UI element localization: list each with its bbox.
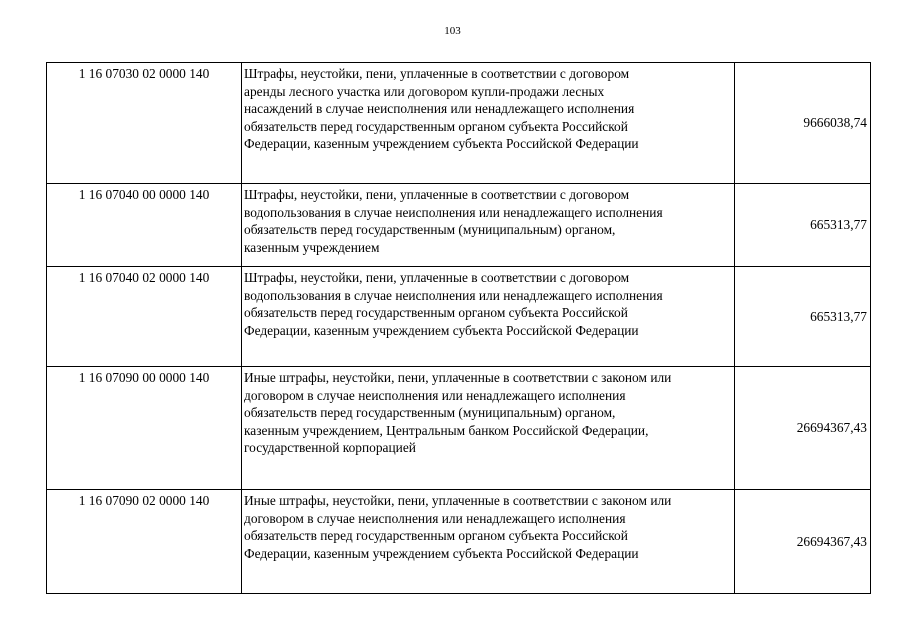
description-cell bbox=[242, 63, 735, 184]
amount-cell: 26694367,43 bbox=[735, 490, 871, 594]
table-row bbox=[47, 490, 871, 594]
description-cell bbox=[242, 490, 735, 594]
description-line: Штрафы, неустойки, пени, уплаченные в соответствии с договором bbox=[244, 270, 630, 285]
description-line: обязательств перед государственным органом субъекта Российской bbox=[244, 528, 628, 543]
amount-cell: 665313,77 bbox=[735, 184, 871, 267]
description-line: казенным учреждением bbox=[244, 239, 380, 255]
budget-code: 1 16 07040 00 0000 140 bbox=[47, 184, 242, 267]
budget-code: 1 16 07030 02 0000 140 bbox=[47, 63, 242, 184]
table-row bbox=[47, 184, 871, 267]
budget-code: 1 16 07090 00 0000 140 bbox=[47, 367, 242, 490]
description-line: водопользования в случае неисполнения или ненадлежащего исполнения bbox=[244, 287, 663, 303]
description-line: обязательств перед государственным (муниципальным) органом, bbox=[244, 222, 616, 237]
description-line: казенным учреждением, Центральным банком Российской Федерации, bbox=[244, 422, 649, 438]
description-cell bbox=[242, 367, 735, 490]
amount-cell: 9666038,74 bbox=[735, 63, 871, 184]
description-line: обязательств перед государственным (муниципальным) органом, bbox=[244, 405, 616, 420]
description-line: водопользования в случае неисполнения или ненадлежащего исполнения bbox=[244, 204, 663, 220]
budget-code: 1 16 07040 02 0000 140 bbox=[47, 267, 242, 367]
table-row bbox=[47, 63, 871, 184]
table-row bbox=[47, 267, 871, 367]
description-line: договором в случае неисполнения или ненадлежащего исполнения bbox=[244, 510, 626, 526]
description-line: обязательств перед государственным органом субъекта Российской bbox=[244, 305, 628, 320]
description-line: договором в случае неисполнения или ненадлежащего исполнения bbox=[244, 387, 626, 403]
description-cell bbox=[242, 184, 735, 267]
amount-cell: 26694367,43 bbox=[735, 367, 871, 490]
description-line: Федерации, казенным учреждением субъекта Российской Федерации bbox=[244, 136, 639, 151]
budget-code: 1 16 07090 02 0000 140 bbox=[47, 490, 242, 594]
description-line: насаждений в случае неисполнения или ненадлежащего исполнения bbox=[244, 101, 635, 116]
amount-cell: 665313,77 bbox=[735, 267, 871, 367]
description-line: Штрафы, неустойки, пени, уплаченные в соответствии с договором bbox=[244, 187, 630, 202]
description-line: Штрафы, неустойки, пени, уплаченные в соответствии с договором bbox=[244, 66, 630, 81]
table-row bbox=[47, 367, 871, 490]
description-line: Иные штрафы, неустойки, пени, уплаченные в соответствии с законом или bbox=[244, 370, 672, 385]
description-line: Федерации, казенным учреждением субъекта Российской Федерации bbox=[244, 322, 639, 338]
description-line: Федерации, казенным учреждением субъекта Российской Федерации bbox=[244, 545, 639, 561]
revenue-table bbox=[46, 62, 871, 594]
page-number: 103 bbox=[444, 25, 461, 37]
description-line: обязательств перед государственным органом субъекта Российской bbox=[244, 118, 628, 134]
description-line: Иные штрафы, неустойки, пени, уплаченные в соответствии с законом или bbox=[244, 493, 672, 508]
description-line: аренды лесного участка или договором купли-продажи лесных bbox=[244, 83, 605, 99]
description-cell bbox=[242, 267, 735, 367]
description-line: государственной корпорацией bbox=[244, 440, 416, 455]
